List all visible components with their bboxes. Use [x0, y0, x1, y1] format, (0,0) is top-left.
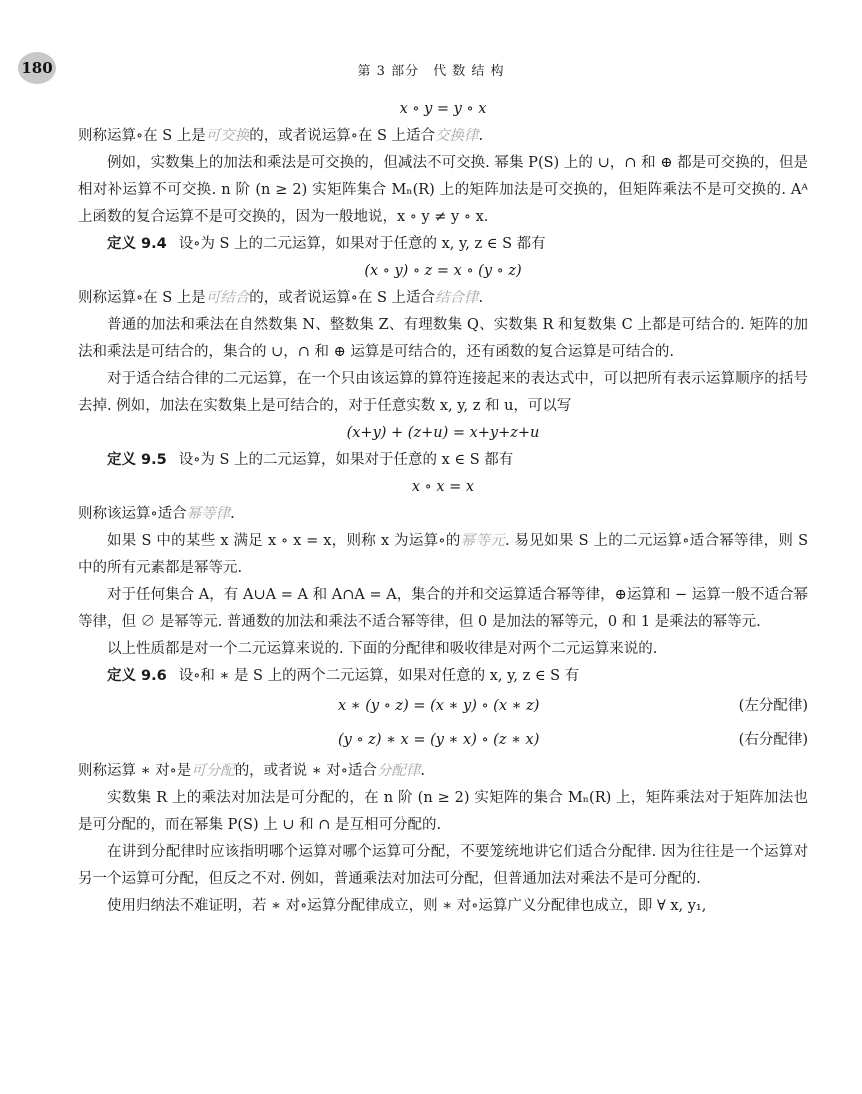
text: 则称运算∘在 S 上是: [78, 290, 206, 306]
term-commutative: 可交换: [205, 128, 250, 144]
equation-right-distributive: [78, 724, 808, 758]
term-associative: 可结合: [205, 290, 250, 306]
term-idempotent-law: 幂等律: [186, 506, 231, 522]
text: 如果 S 中的某些 x 满足 x ∘ x = x，则称 x 为运算∘的: [107, 533, 461, 549]
paragraph-associative-definition: [78, 285, 808, 312]
text: 则称运算∘在 S 上是: [78, 128, 206, 144]
text: 的，或者说运算∘在 S 上适合: [249, 290, 436, 306]
definition-9-6: [78, 663, 808, 690]
paragraph-idempotent-definition: [78, 501, 808, 528]
definition-text: 设∘为 S 上的二元运算，如果对于任意的 x, y, z ∈ S 都有: [178, 236, 546, 252]
term-distributive: 可分配: [191, 763, 235, 779]
equation-idempotent: x ∘ x = x: [411, 479, 475, 495]
text: 的，或者说运算∘在 S 上适合: [249, 128, 436, 144]
paragraph-distributive-definition: [78, 758, 808, 785]
paragraph-commutative-definition: [78, 123, 808, 150]
running-header: 第 3 部分 代 数 结 构: [357, 64, 505, 79]
paragraph-idempotent-example: 对于任何集合 A，有 A∪A = A 和 A∩A = A，集合的并和交运算适合幂等律，⊕运算和 − 运算一般不适合幂等律，但 ∅ 是幂等元. 普通数的加法和乘法不适合幂等律，但 0 是加法的幂等元，0 和 1 是乘法的幂等元.: [78, 587, 808, 630]
text: .: [478, 128, 484, 144]
paragraph-distributive-note: 在讲到分配律时应该指明哪个运算对哪个运算可分配，不要笼统地讲它们适合分配律. 因为往往是一个运算对另一个运算可分配，但反之不对. 例如，普通乘法对加法可分配，但普通加法对乘法不是可分配的.: [78, 844, 808, 887]
equation-commutative: x ∘ y = y ∘ x: [399, 101, 487, 117]
paragraph-distributive-example: 实数集 R 上的乘法对加法是可分配的，在 n 阶 (n ≥ 2) 实矩阵的集合 Mₙ(R) 上，矩阵乘法对于矩阵加法也是可分配的，而在幂集 P(S) 上 ∪ 和 ∩ 是互相可分配的.: [78, 790, 808, 833]
definition-9-5: [78, 447, 808, 474]
paragraph-associative-example: 普通的加法和乘法在自然数集 N、整数集 Z、有理数集 Q、实数集 R 和复数集 C 上都是可结合的. 矩阵的加法和乘法是可结合的，集合的 ∪，∩ 和 ⊕ 运算是可结合的，还有函数的复合运算是可结合的.: [78, 317, 808, 360]
paragraph-brackets: 对于适合结合律的二元运算，在一个只由该运算的算符连接起来的表达式中，可以把所有表示运算顺序的括号去掉. 例如，加法在实数集上是可结合的，对于任意实数 x, y, z 和 u，可以写: [78, 371, 808, 414]
text: .: [230, 506, 235, 522]
paragraph-idempotent-element: [78, 528, 808, 582]
text: 则称该运算∘适合: [78, 506, 187, 522]
paragraph-transition: 以上性质都是对一个二元运算来说的. 下面的分配律和吸收律是对两个二元运算来说的.: [107, 641, 658, 657]
definition-label: 定义 9.6: [107, 668, 167, 684]
equation-label: (右分配律): [738, 732, 808, 748]
term-commutative-law: 交换律: [435, 128, 479, 144]
text: . 易见如果 S 上的二元运算∘适合幂等律，则 S 中的所有元素都是幂等元.: [78, 533, 809, 576]
term-associative-law: 结合律: [435, 290, 479, 306]
equation-left-distributive: [78, 690, 808, 724]
term-idempotent-element: 幂等元: [460, 533, 506, 549]
definition-text: 设∘和 ∗ 是 S 上的两个二元运算，如果对任意的 x, y, z ∈ S 有: [178, 668, 580, 684]
term-distributive-law: 分配律: [376, 763, 421, 779]
equation-text: x ∗ (y ∘ z) = (x ∗ y) ∘ (x ∗ z): [338, 698, 540, 714]
definition-label: 定义 9.5: [107, 452, 167, 468]
text: .: [478, 290, 484, 306]
equation-sum: (x+y) + (z+u) = x+y+z+u: [346, 425, 540, 441]
page-body: [78, 96, 808, 920]
paragraph-commutative-example: 例如，实数集上的加法和乘法是可交换的，但减法不可交换. 幂集 P(S) 上的 ∪，∩ 和 ⊕ 都是可交换的，但是相对补运算不可交换. n 阶 (n ≥ 2) 实矩阵集合 Mₙ(R) 上的矩阵加法是可交换的，但矩阵乘法不是可交换的. Aᴬ 上函数的复合运算不是可交换的，因为一般地说，x ∘ y ≠ y ∘ x.: [78, 155, 808, 225]
definition-9-4: [78, 231, 808, 258]
equation-label: (左分配律): [738, 698, 808, 714]
page-number: 180: [18, 52, 56, 84]
equation-text: (y ∘ z) ∗ x = (y ∗ x) ∘ (z ∗ x): [338, 732, 540, 748]
text: .: [420, 763, 425, 779]
paragraph-induction: 使用归纳法不难证明，若 ∗ 对∘运算分配律成立，则 ∗ 对∘运算广义分配律也成立，即 ∀ x, y₁,: [107, 898, 707, 914]
text: 的，或者说 ∗ 对∘适合: [234, 763, 377, 779]
definition-text: 设∘为 S 上的二元运算，如果对于任意的 x ∈ S 都有: [178, 452, 514, 468]
definition-label: 定义 9.4: [107, 236, 167, 252]
text: 则称运算 ∗ 对∘是: [78, 763, 192, 779]
equation-associative: (x ∘ y) ∘ z = x ∘ (y ∘ z): [364, 263, 522, 279]
